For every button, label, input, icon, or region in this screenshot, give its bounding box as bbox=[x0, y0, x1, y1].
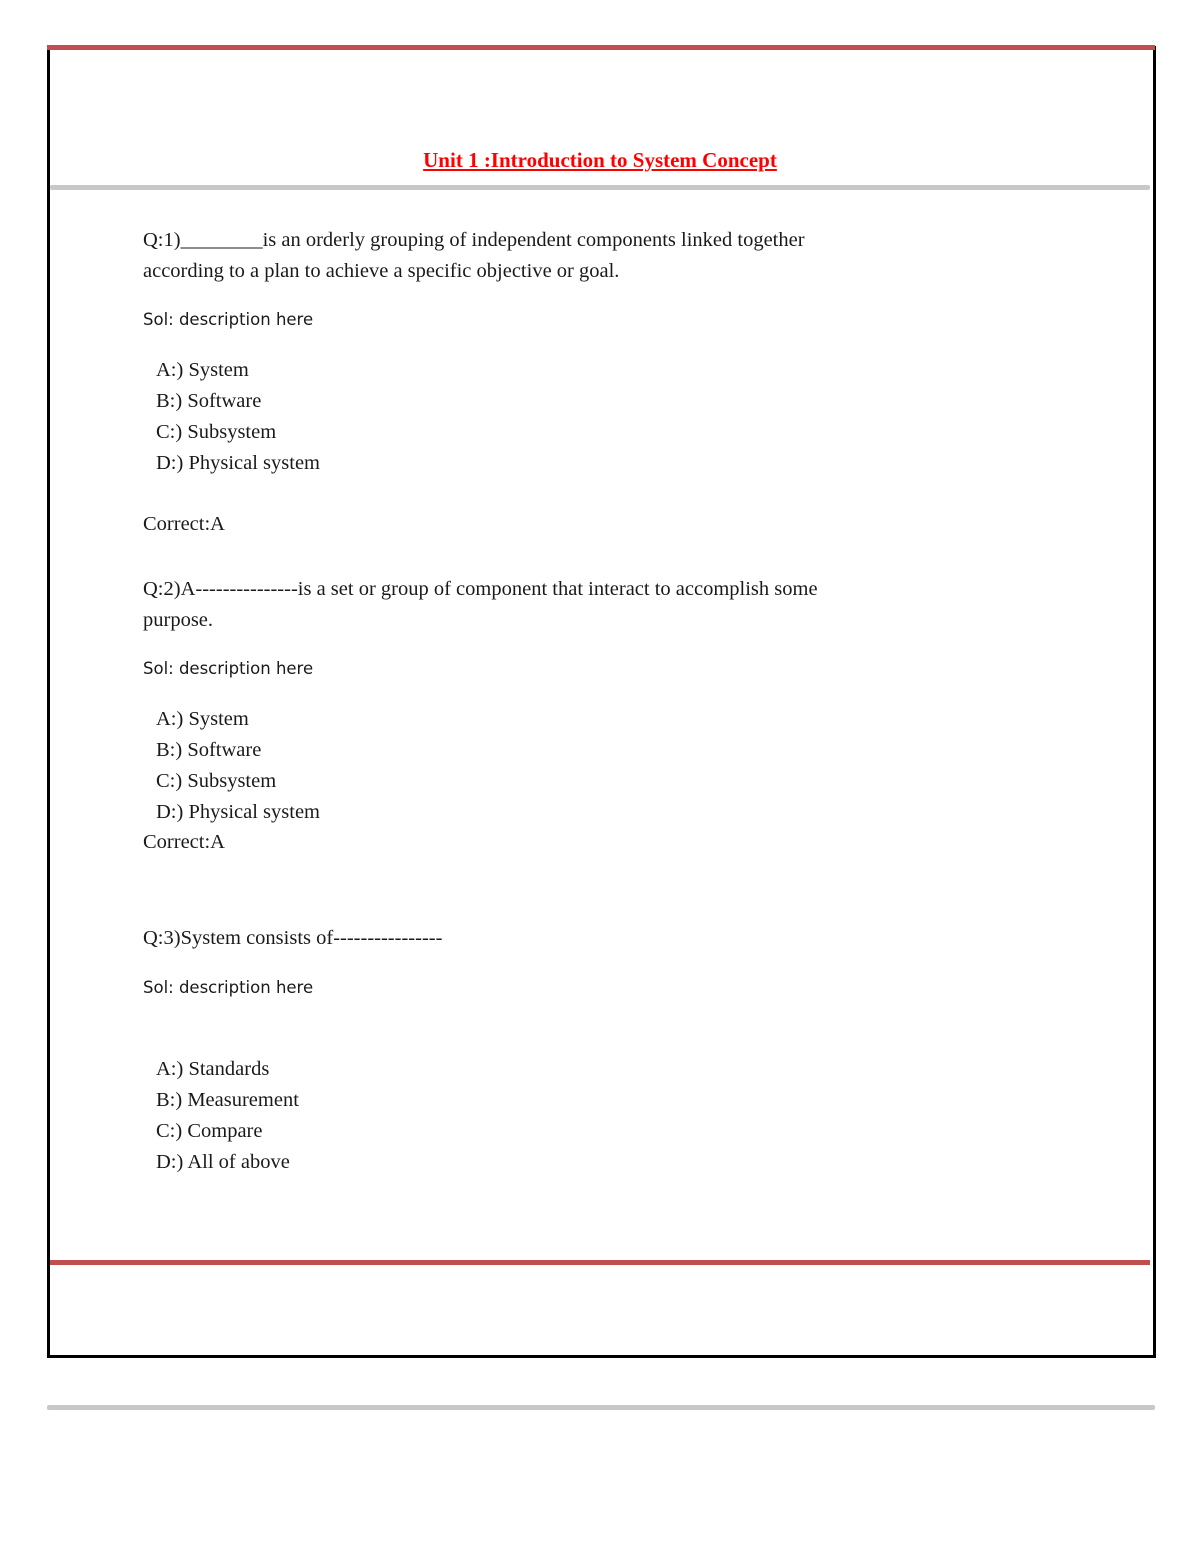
option-b[interactable]: B:) Software bbox=[156, 739, 262, 761]
option-b[interactable]: B:) Measurement bbox=[156, 1089, 299, 1111]
option-d[interactable]: D:) All of above bbox=[156, 1151, 290, 1173]
question-text-line: Q:1)________is an orderly grouping of independent components linked together bbox=[143, 229, 805, 251]
option-a[interactable]: A:) System bbox=[156, 708, 249, 730]
options-list bbox=[143, 704, 956, 828]
page-title: Unit 1 :Introduction to System Concept bbox=[423, 148, 777, 172]
correct-answer: Correct:A bbox=[143, 513, 225, 535]
option-c[interactable]: C:) Subsystem bbox=[156, 421, 277, 443]
option-a[interactable]: A:) System bbox=[156, 359, 249, 381]
question-text-line: according to a plan to achieve a specific objective or goal. bbox=[143, 260, 620, 282]
question-text bbox=[143, 574, 943, 636]
footer-rule bbox=[50, 1260, 1150, 1265]
page-separator bbox=[47, 1405, 1155, 1410]
question-2 bbox=[143, 574, 943, 636]
solution-label: Sol: description here bbox=[143, 978, 314, 997]
option-d[interactable]: D:) Physical system bbox=[156, 452, 320, 474]
options-list bbox=[143, 355, 956, 479]
solution-label: Sol: description here bbox=[143, 659, 314, 678]
question-text-line: purpose. bbox=[143, 609, 214, 631]
question-text-line: Q:2)A---------------is a set or group of component that interact to accomplish some bbox=[143, 578, 818, 600]
option-b[interactable]: B:) Software bbox=[156, 390, 262, 412]
option-a[interactable]: A:) Standards bbox=[156, 1058, 270, 1080]
question-1 bbox=[143, 225, 943, 287]
solution-label: Sol: description here bbox=[143, 310, 314, 329]
header-bottom-rule bbox=[50, 185, 1150, 190]
correct-answer: Correct:A bbox=[143, 831, 225, 853]
option-c[interactable]: C:) Compare bbox=[156, 1120, 263, 1142]
question-text: Q:3)System consists of---------------- bbox=[143, 927, 443, 949]
options-list bbox=[143, 1054, 956, 1178]
question-text bbox=[143, 225, 943, 287]
option-c[interactable]: C:) Subsystem bbox=[156, 770, 277, 792]
option-d[interactable]: D:) Physical system bbox=[156, 801, 320, 823]
header-top-rule bbox=[47, 45, 1155, 50]
